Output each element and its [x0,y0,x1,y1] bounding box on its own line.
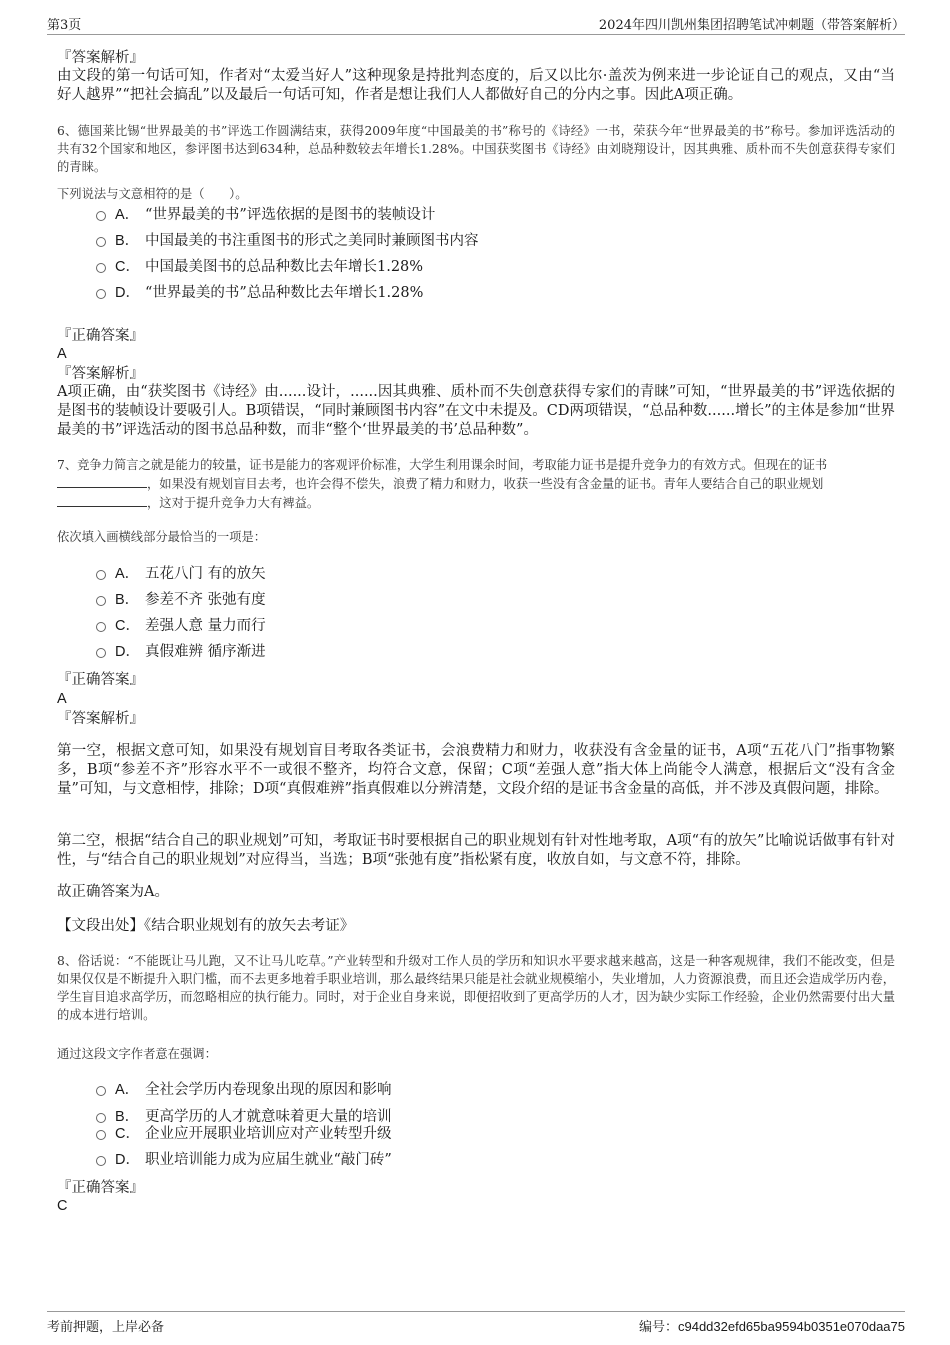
q6-explain-label: 『答案解析』 [57,366,144,382]
document-title: 2024年四川凯州集团招聘笔试冲刺题（带答案解析） [598,18,905,33]
q8-answer-label: 『正确答案』 [57,1180,144,1196]
q8-answer: C [57,1198,68,1214]
radio-icon[interactable] [96,1130,106,1140]
q7-explain-para1: 第一空，根据文意可知，如果没有规划盲目考取各类证书，会浪费精力和财力，收获没有含金量的证书，A项“五花八门”指事物繁多，B项“参差不齐”形容水平不一或很不整齐，均符合文意，保留；C项“差强人意”指大体上尚能令人满意，根据后文“没有含金量”可知，与文意相悖，排除；D项“真假难辨”指真假难以分辨清楚，文段介绍的是证书含金量的高低，并不涉及真假问题，排除。 [57,743,895,797]
q8-option-b[interactable]: B． 更高学历的人才就意味着更大量的培训 [96,1106,392,1128]
footer-code: 编号：c94dd32efd65ba9594b0351e070daa75 [638,1319,905,1334]
q6-stem: 6、德国莱比锡“世界最美的书”评选工作圆满结束，获得2009年度“中国最美的书”称号的《诗经》一书，荣获今年“世界最美的书”称号。参加评选活动的共有32个国家和地区，参评图书达到634种，总品种数较去年增长1.28%。中国获奖图书《诗经》由刘晓翔设计，因其典雅、质朴而不失创意获得专家们的青睐。 [57,124,895,174]
q7-explain-para2: 第二空，根据“结合自己的职业规划”可知，考取证书时要根据自己的职业规划有针对性地考取，A项“有的放矢”比喻说话做事有针对性，与“结合自己的职业规划”对应得当，当选；B项“张弛有度”指松紧有度，收放自如，与文意不符，排除。 [57,833,895,868]
q7-stem: 7、竞争力简言之就是能力的较量，证书是能力的客观评价标准，大学生利用课余时间，考取能力证书是提升竞争力的有效方式。但现在的证书 ，如果没有规划盲目去考，也许会得不偿失，浪费了精力和财力，收获一些没有含金量的证书。青年人要结合自己的职业规划 ，这对于提升竞争力大有裨益。 [57,458,828,510]
q6-option-a[interactable]: A． “世界最美的书”评选依据的是图书的装帧设计 [96,204,435,226]
radio-icon[interactable] [96,289,106,299]
page-number: 第3页 [47,18,82,33]
radio-icon[interactable] [96,1086,106,1096]
page-footer [47,1311,905,1336]
q5-explain-label: 『答案解析』 [57,50,144,66]
q8-option-d[interactable]: D． 职业培训能力成为应届生就业“敲门砖” [96,1149,392,1171]
q6-option-c[interactable]: C． 中国最美图书的总品种数比去年增长1.28% [96,256,423,278]
radio-icon[interactable] [96,263,106,273]
q7-source-label: 【文段出处】 [57,918,144,934]
q6-answer-label: 『正确答案』 [57,328,144,344]
q7-option-a[interactable]: A． 五花八门 有的放矢 [96,563,266,585]
q7-conclusion: 故正确答案为A。 [57,884,169,900]
radio-icon[interactable] [96,1113,106,1123]
q6-option-b[interactable]: B． 中国最美的书注重图书的形式之美同时兼顾图书内容 [96,230,479,252]
radio-icon[interactable] [96,622,106,632]
page-header [47,14,905,35]
footer-slogan: 考前押题，上岸必备 [47,1320,165,1335]
q6-prompt: 下列说法与文意相符的是（ ）。 [57,187,248,201]
q8-option-a[interactable]: A． 全社会学历内卷现象出现的原因和影响 [96,1079,392,1101]
q7-answer: A [57,691,67,707]
radio-icon[interactable] [96,1156,106,1166]
fill-blank-2 [57,493,147,507]
q5-explain-text: 由文段的第一句话可知，作者对“太爱当好人”这种现象是持批判态度的，后又以比尔·盖茨为例来进一步论证自己的观点，又由“当好人越界”“把社会搞乱”以及最后一句话可知，作者是想让我们人人都做好自己的分内之事。因此A项正确。 [57,68,895,103]
q7-option-d[interactable]: D． 真假难辨 循序渐进 [96,641,266,663]
q7-source-text: 《结合职业规划有的放矢去考证》 [144,918,355,934]
q7-answer-label: 『正确答案』 [57,672,144,688]
q6-explain-text: A项正确，由“获奖图书《诗经》由......设计，......因其典雅、质朴而不失创意获得专家们的青睐”可知，“世界最美的书”评选依据的是图书的装帧设计要吸引人。B项错误，“同时兼顾图书内容”在文中未提及。CD两项错误，“总品种数......增长”的主体是参加“世界最美的书”评选活动的图书总品种数，而非“整个‘世界最美的书’总品种数”。 [57,384,895,438]
q7-option-c[interactable]: C． 差强人意 量力而行 [96,615,266,637]
radio-icon[interactable] [96,648,106,658]
q7-explain-label: 『答案解析』 [57,711,144,727]
q8-option-c[interactable]: C． 企业应开展职业培训应对产业转型升级 [96,1123,392,1145]
radio-icon[interactable] [96,596,106,606]
q8-prompt: 通过这段文字作者意在强调： [57,1047,217,1061]
radio-icon[interactable] [96,211,106,221]
fill-blank-1 [57,474,147,488]
q6-option-d[interactable]: D． “世界最美的书”总品种数比去年增长1.28% [96,282,423,304]
radio-icon[interactable] [96,570,106,580]
q7-source [57,917,895,936]
q7-option-b[interactable]: B． 参差不齐 张弛有度 [96,589,266,611]
q6-answer: A [57,346,67,362]
q8-stem: 8、俗话说：“不能既让马儿跑，又不让马儿吃草。”产业转型和升级对工作人员的学历和知识水平要求越来越高，这是一种客观规律，我们不能改变，但是如果仅仅是不断提升入职门槛，而不去更多地着手职业培训，那么最终结果只能是社会就业规模缩小，失业增加，人力资源浪费，而且还会造成学历内卷，学生盲目追求高学历，而忽略相应的执行能力。同时，对于企业自身来说，即便招收到了更高学历的人才，因为缺少实际工作经验，企业仍然需要付出大量的成本进行培训。 [57,954,895,1022]
q7-prompt: 依次填入画横线部分最恰当的一项是： [57,530,267,544]
radio-icon[interactable] [96,237,106,247]
